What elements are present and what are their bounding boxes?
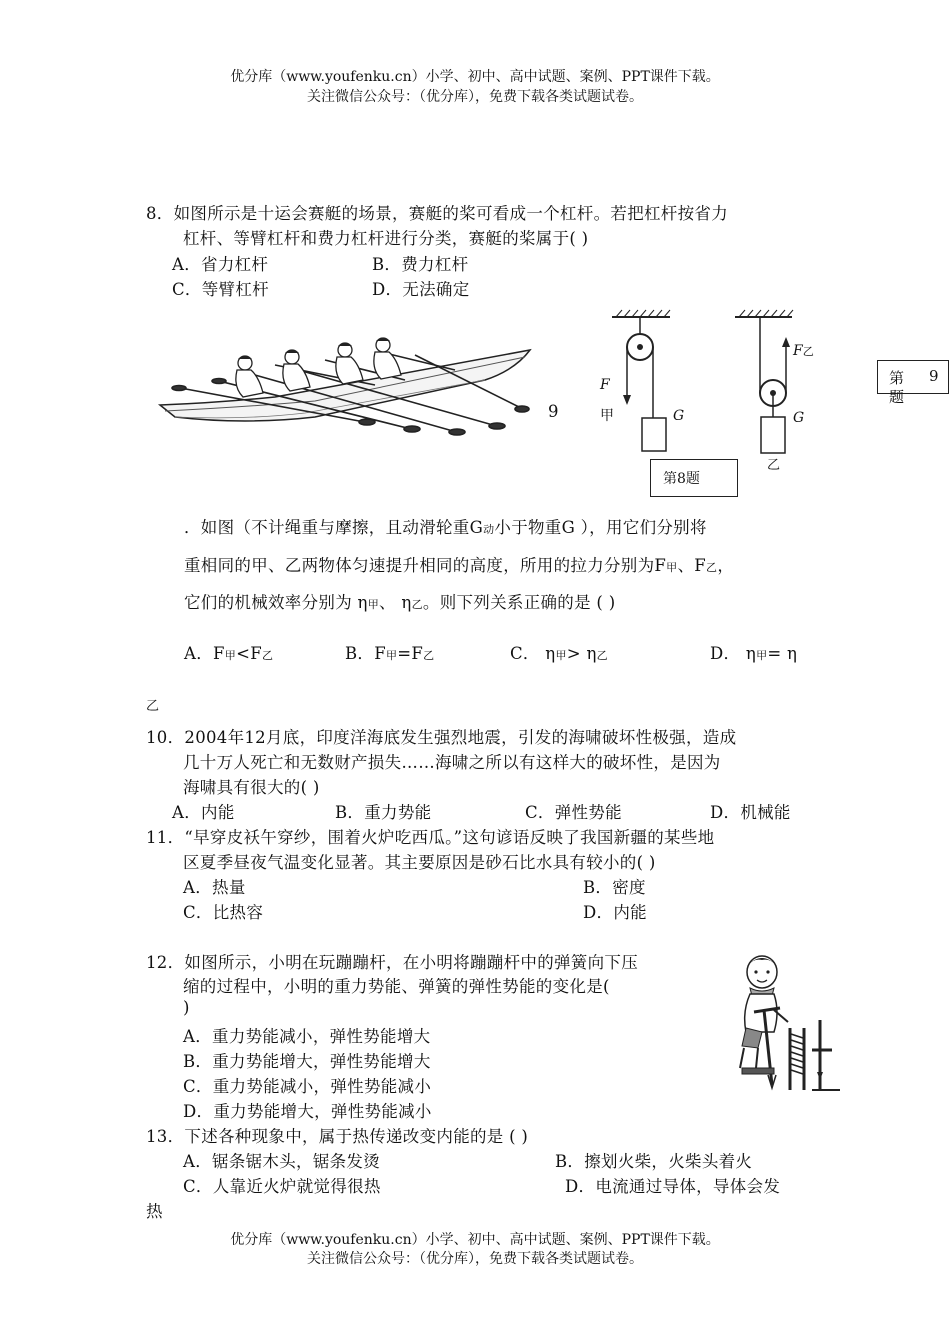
- q12-stem-line-1: 12．如图所示，小明在玩蹦蹦杆，在小明将蹦蹦杆中的弹簧向下压: [146, 953, 638, 972]
- q10-stem-line-1: 10．2004年12月底，印度洋海底发生强烈地震，引发的海啸破坏性极强，造成: [146, 728, 737, 747]
- q9-option-a: A．F甲<F乙: [184, 644, 274, 663]
- footer-line-1: 优分库（www.youfenku.cn）小学、初中、高中试题、案例、PPT课件下载。: [230, 1232, 720, 1248]
- q8-option-b: B．费力杠杆: [372, 255, 469, 274]
- q13-option-a: A．锯条锯木头，锯条发烫: [183, 1152, 381, 1171]
- q9-stem-line-1: ．如图（不计绳重与摩擦，且动滑轮重G动小于物重G ），用它们分别将: [184, 518, 707, 537]
- q13-option-c: C．人靠近火炉就觉得很热: [183, 1177, 381, 1196]
- q12-option-c: C．重力势能减小，弹性势能减小: [183, 1077, 432, 1096]
- rowing-boat-illustration: [155, 325, 540, 440]
- pulley-label-g-right: G: [793, 410, 805, 426]
- pulley-label-g-left: G: [673, 408, 685, 424]
- q12-stem-line-2: 缩的过程中，小明的重力势能、弹簧的弹性势能的变化是(: [183, 977, 610, 996]
- pulley-label-f: F: [600, 377, 610, 393]
- q12-option-a: A．重力势能减小，弹性势能增大: [183, 1027, 431, 1046]
- q12-option-d: D．重力势能增大，弹性势能减小: [183, 1102, 432, 1121]
- q9-option-b: B．F甲=F乙: [345, 644, 435, 663]
- q11-option-a: A．热量: [183, 878, 246, 897]
- pulley-label-jia: 甲: [600, 408, 614, 424]
- q9-stem-line-3: 它们的机械效率分别为 η甲、 η乙。则下列关系正确的是 ( ): [184, 593, 616, 612]
- q12-stem-line-3: ): [183, 998, 190, 1017]
- pulley-label-yi: 乙: [767, 458, 781, 473]
- q10-stem-line-3: 海啸具有很大的( ): [183, 778, 320, 797]
- q10-option-d: D．机械能: [710, 803, 791, 822]
- pulley-diagram: [590, 305, 830, 475]
- pogo-stick-illustration: [728, 950, 843, 1095]
- q8-stem-line-1: 8．如图所示是十运会赛艇的场景，赛艇的桨可看成一个杠杆。若把杠杆按省力: [146, 204, 728, 223]
- q8-stem-line-2: 杠杆、等臂杠杆和费力杠杆进行分类，赛艇的桨属于( ): [183, 229, 589, 248]
- q13-option-d-tail: 热: [146, 1202, 163, 1221]
- q10-option-a: A．内能: [172, 803, 235, 822]
- figure-label-text: 第8题: [663, 471, 700, 487]
- q9-stem-line-2: 重相同的甲、乙两物体匀速提升相同的高度，所用的拉力分别为F甲、F乙，: [184, 556, 735, 575]
- pulley-label-f-yi: F乙: [793, 343, 814, 359]
- figure-label-box: [650, 459, 738, 497]
- side-label-number: 9: [929, 367, 939, 385]
- side-label-box: [877, 360, 949, 406]
- q8-option-a: A．省力杠杆: [172, 255, 269, 274]
- side-label-cut: 题: [889, 388, 905, 406]
- q11-option-d: D．内能: [583, 903, 647, 922]
- q13-option-b: B．擦划火柴，火柴头着火: [555, 1152, 753, 1171]
- q13-stem-line-1: 13．下述各种现象中，属于热传递改变内能的是 ( ): [146, 1127, 529, 1146]
- q11-stem-line-2: 区夏季昼夜气温变化显著。其主要原因是砂石比水具有较小的( ): [183, 853, 656, 872]
- q10-option-c: C．弹性势能: [525, 803, 622, 822]
- q12-option-b: B．重力势能增大，弹性势能增大: [183, 1052, 431, 1071]
- q9-option-c: C． η甲> η乙: [510, 644, 608, 663]
- header-line-1: 优分库（www.youfenku.cn）小学、初中、高中试题、案例、PPT课件下载。: [230, 69, 720, 85]
- stray-number-9: 9: [548, 402, 559, 421]
- side-label-text: 第: [889, 369, 905, 387]
- q8-option-d: D．无法确定: [372, 280, 470, 299]
- q11-option-b: B．密度: [583, 878, 646, 897]
- q8-option-c: C．等臂杠杆: [172, 280, 269, 299]
- q11-stem-line-1: 11．“早穿皮袄午穿纱，围着火炉吃西瓜。”这句谚语反映了我国新疆的某些地: [146, 828, 715, 847]
- q10-option-b: B．重力势能: [335, 803, 432, 822]
- footer-line-2: 关注微信公众号：（优分库），免费下载各类试题试卷。: [307, 1251, 643, 1267]
- q11-option-c: C．比热容: [183, 903, 264, 922]
- header-line-2: 关注微信公众号：（优分库），免费下载各类试题试卷。: [307, 89, 643, 105]
- q10-stem-line-2: 几十万人死亡和无数财产损失……海啸之所以有这样大的破坏性，是因为: [183, 753, 721, 772]
- q9-option-d: D． η甲= η: [710, 644, 798, 663]
- q9-option-d-tail: 乙: [146, 699, 160, 714]
- q13-option-d: D．电流通过导体，导体会发: [565, 1177, 781, 1196]
